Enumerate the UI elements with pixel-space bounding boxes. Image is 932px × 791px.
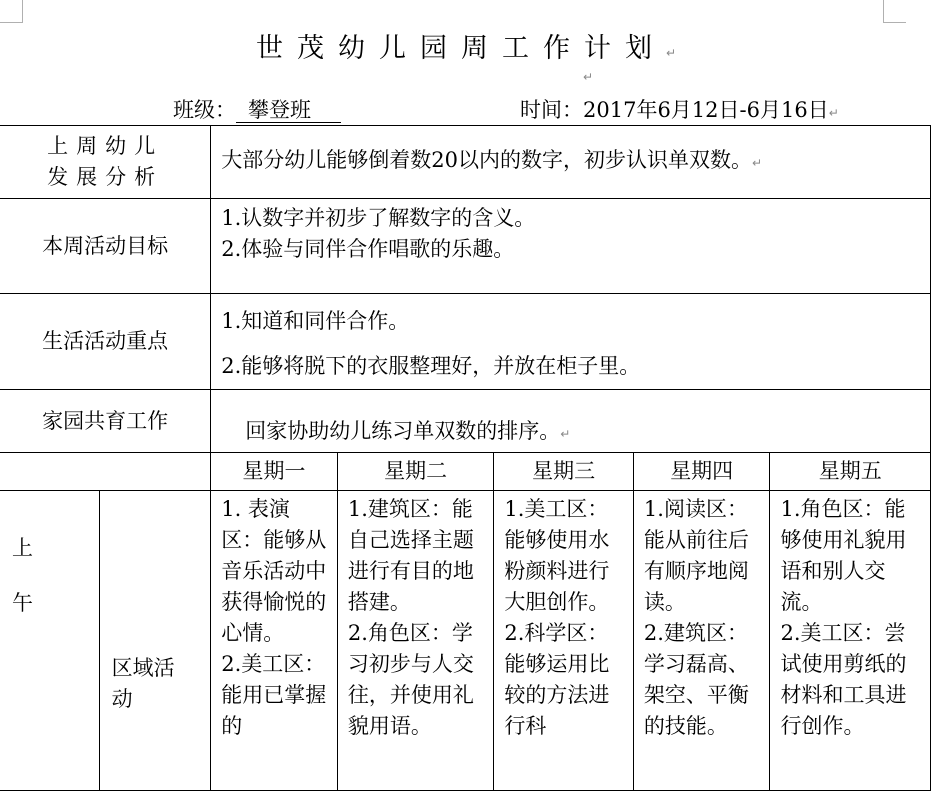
document-title: 世茂幼儿园周工作计划↵ bbox=[255, 33, 677, 64]
home-coop-label: 家园共育工作 bbox=[0, 390, 211, 453]
activity-cell-area: 区域活 动 bbox=[99, 491, 211, 791]
day-header-thu: 星期四 bbox=[633, 453, 770, 491]
weekly-plan-table bbox=[0, 125, 931, 791]
paragraph-mark: ↵ bbox=[583, 70, 594, 84]
table-row bbox=[0, 294, 931, 390]
goal-item: 1.认数字并初步了解数字的含义。 bbox=[221, 206, 536, 230]
crop-mark-top-right bbox=[883, 0, 906, 23]
day-header-mon: 星期一 bbox=[211, 453, 338, 491]
table-row bbox=[0, 491, 931, 791]
time-info: 时间：2017年6月12日-6月16日↵ bbox=[520, 98, 839, 122]
table-row bbox=[0, 390, 931, 453]
class-value: 攀登班 bbox=[236, 98, 341, 123]
day-header-tue: 星期二 bbox=[337, 453, 493, 491]
time-value: 2017年6月12日-6月16日 bbox=[583, 98, 829, 122]
day-cell-fri: 1.角色区：能够使用礼貌用语和别人交流。 2.美工区：尝试使用剪纸的材料和工具进行创作。 bbox=[770, 491, 931, 791]
home-coop-content: 回家协助幼儿练习单双数的排序。↵ bbox=[211, 390, 931, 453]
day-cell-tue: 1.建筑区：能自己选择主题进行有目的地搭建。 2.角色区：学习初步与人交往，并使用礼貌用语。 bbox=[337, 491, 493, 791]
period-cell-morning: 上 午 bbox=[0, 491, 99, 791]
life-focus-label: 生活活动重点 bbox=[0, 294, 211, 390]
focus-item: 1.知道和同伴合作。 bbox=[221, 309, 410, 333]
table-row bbox=[0, 199, 931, 294]
class-info bbox=[173, 94, 341, 124]
weekly-goals-label: 本周活动目标 bbox=[0, 199, 211, 294]
time-label: 时间： bbox=[520, 98, 583, 122]
last-week-content: 大部分幼儿能够倒着数20以内的数字，初步认识单双数。↵ bbox=[211, 126, 931, 199]
day-cell-wed: 1.美工区：能够使用水粉颜料进行大胆创作。 2.科学区：能够运用比较的方法进行科 bbox=[494, 491, 634, 791]
table-row bbox=[0, 453, 931, 491]
day-header-fri: 星期五 bbox=[770, 453, 931, 491]
table-row bbox=[0, 126, 931, 199]
day-header-wed: 星期三 bbox=[494, 453, 634, 491]
class-label: 班级： bbox=[173, 98, 236, 122]
last-week-label: 上周幼儿 发展分析 bbox=[0, 126, 211, 199]
goal-item: 2.体验与同伴合作唱歌的乐趣。 bbox=[221, 237, 515, 261]
crop-mark-top-left bbox=[0, 0, 23, 23]
header-blank-cell bbox=[0, 453, 211, 491]
day-cell-mon: 1. 表演区：能够从音乐活动中获得愉悦的心情。 2.美工区：能用已掌握的 bbox=[211, 491, 338, 791]
focus-item: 2.能够将脱下的衣服整理好，并放在柜子里。 bbox=[221, 354, 641, 378]
weekly-goals-content bbox=[211, 199, 931, 294]
day-cell-thu: 1.阅读区：能从前往后有顺序地阅读。 2.建筑区：学习磊高、架空、平衡的技能。 bbox=[633, 491, 770, 791]
life-focus-content bbox=[211, 294, 931, 390]
